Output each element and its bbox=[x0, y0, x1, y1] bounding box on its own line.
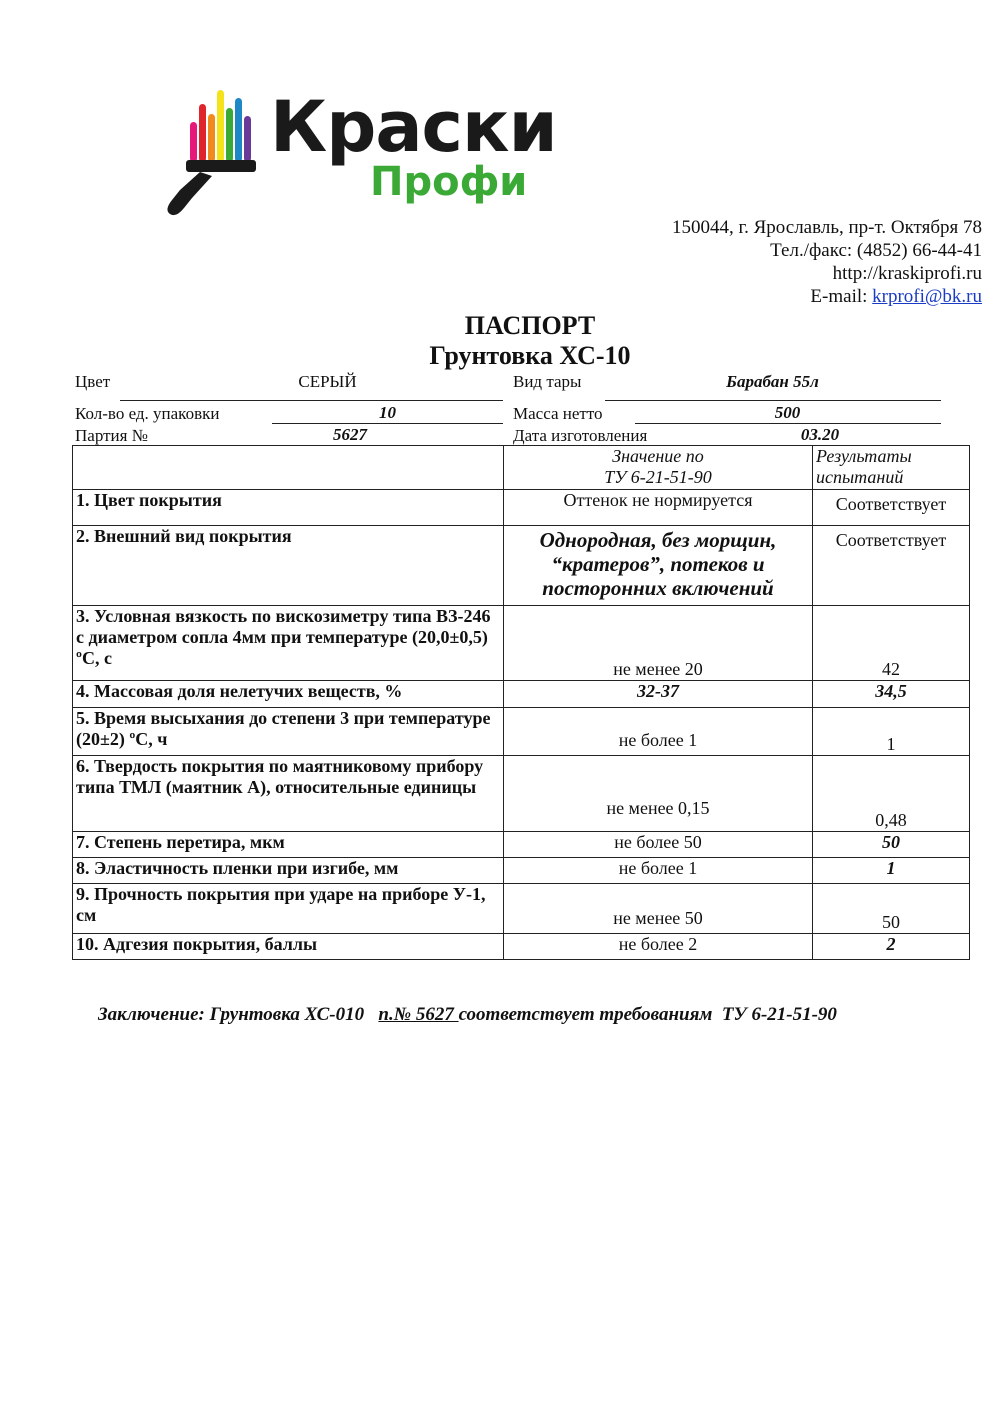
row-name: 10. Адгезия покрытия, баллы bbox=[73, 934, 504, 960]
table-row bbox=[73, 884, 970, 934]
document-title: ПАСПОРТ bbox=[464, 311, 596, 340]
conclusion-part3: соответствует требованиям ТУ 6-21-51-90 bbox=[458, 1004, 837, 1025]
row-norm: не более 1 bbox=[504, 708, 813, 756]
tara-value: Барабан 55л bbox=[726, 372, 819, 391]
header-cell-empty bbox=[73, 446, 504, 490]
row-result: 50 bbox=[813, 884, 970, 934]
paint-stripe bbox=[235, 98, 242, 162]
row-name: 9. Прочность покрытия при ударе на приборе У-1, см bbox=[73, 884, 504, 934]
row-result: 0,48 bbox=[813, 756, 970, 832]
row-result: Соответствует bbox=[813, 526, 970, 606]
mass-underline bbox=[635, 423, 941, 424]
row-norm: не менее 20 bbox=[504, 606, 813, 681]
conclusion-line bbox=[98, 1004, 837, 1026]
paint-stripe bbox=[199, 104, 206, 162]
row-name: 2. Внешний вид покрытия bbox=[73, 526, 504, 606]
table-row bbox=[73, 526, 970, 606]
color-label: Цвет bbox=[75, 372, 111, 391]
table-row bbox=[73, 858, 970, 884]
row-norm: не более 1 bbox=[504, 858, 813, 884]
row-norm: не более 50 bbox=[504, 832, 813, 858]
table-row bbox=[73, 934, 970, 960]
header-norm-line2: ТУ 6-21-51-90 bbox=[604, 467, 712, 487]
qty-value: 10 bbox=[379, 403, 396, 422]
spec-table bbox=[72, 445, 970, 960]
date-value: 03.20 bbox=[800, 425, 840, 444]
row-name: 8. Эластичность пленки при изгибе, мм bbox=[73, 858, 504, 884]
contact-block bbox=[672, 216, 982, 308]
date-label: Дата изготовления bbox=[513, 426, 648, 445]
row-norm: не менее 50 bbox=[504, 884, 813, 934]
row-name: 4. Массовая доля нелетучих веществ, % bbox=[73, 681, 504, 708]
paint-stripe bbox=[244, 116, 251, 162]
logo-word-kraski: Краски bbox=[270, 86, 557, 168]
paint-stripe bbox=[226, 108, 233, 162]
row-norm: не более 2 bbox=[504, 934, 813, 960]
row-norm: не менее 0,15 bbox=[504, 756, 813, 832]
paint-stripe bbox=[217, 90, 224, 162]
website-line[interactable]: http://kraskiprofi.ru bbox=[832, 263, 982, 284]
header-norm-line1: Значение по bbox=[612, 446, 704, 466]
mass-label: Масса нетто bbox=[513, 404, 603, 423]
row-name: 1. Цвет покрытия bbox=[73, 490, 504, 526]
email-label: E-mail: bbox=[810, 286, 873, 307]
batch-value: 5627 bbox=[333, 425, 367, 444]
header-norm bbox=[504, 446, 813, 490]
paint-stripe bbox=[190, 122, 197, 162]
table-row bbox=[73, 708, 970, 756]
header-result bbox=[813, 446, 970, 490]
table-row bbox=[73, 832, 970, 858]
color-value: СЕРЫЙ bbox=[298, 372, 357, 391]
mass-value: 500 bbox=[774, 403, 801, 422]
color-underline bbox=[120, 400, 503, 401]
conclusion-part1: Заключение: Грунтовка ХС-010 bbox=[98, 1004, 379, 1025]
row-result: Соответствует bbox=[813, 490, 970, 526]
conclusion-batch: п.№ 5627 bbox=[378, 1004, 459, 1025]
phone-line: Тел./факс: (4852) 66-44-41 bbox=[770, 240, 982, 261]
table-header-row bbox=[73, 446, 970, 490]
product-title: Грунтовка ХС-10 bbox=[429, 341, 631, 370]
row-result: 2 bbox=[813, 934, 970, 960]
row-result: 1 bbox=[813, 858, 970, 884]
tara-underline bbox=[605, 400, 941, 401]
email-line bbox=[672, 285, 982, 308]
row-result: 50 bbox=[813, 832, 970, 858]
table-row bbox=[73, 490, 970, 526]
table-row bbox=[73, 606, 970, 681]
company-logo bbox=[160, 72, 557, 222]
qty-label: Кол-во ед. упаковки bbox=[75, 404, 220, 423]
header-result-line2: испытаний bbox=[816, 467, 904, 487]
row-norm: Однородная, без морщин, “кратеров”, потеков и посторонних включений bbox=[504, 526, 813, 606]
email-link[interactable]: krprofi@bk.ru bbox=[872, 286, 982, 307]
address-line: 150044, г. Ярославль, пр-т. Октября 78 bbox=[671, 217, 982, 238]
row-result: 34,5 bbox=[813, 681, 970, 708]
table-row bbox=[73, 756, 970, 832]
batch-label: Партия № bbox=[75, 426, 148, 445]
row-result: 1 bbox=[813, 708, 970, 756]
qty-underline bbox=[272, 423, 503, 424]
header-result-line1: Результаты bbox=[816, 446, 912, 466]
tara-label: Вид тары bbox=[513, 372, 582, 391]
row-name: 6. Твердость покрытия по маятниковому прибору типа ТМЛ (маятник А), относительные единицы bbox=[73, 756, 504, 832]
row-norm: Оттенок не нормируется bbox=[504, 490, 813, 526]
row-norm: 32-37 bbox=[504, 681, 813, 708]
row-result: 42 bbox=[813, 606, 970, 681]
row-name: 3. Условная вязкость по вискозиметру типа ВЗ-246 с диаметром сопла 4мм при температуре (20,0±0,5) ºС, с bbox=[73, 606, 504, 681]
logo-word-profi: Профи bbox=[370, 159, 528, 205]
row-name: 7. Степень перетира, мкм bbox=[73, 832, 504, 858]
table-row bbox=[73, 681, 970, 708]
paint-stripe bbox=[208, 114, 215, 162]
row-name: 5. Время высыхания до степени 3 при температуре (20±2) ºС, ч bbox=[73, 708, 504, 756]
